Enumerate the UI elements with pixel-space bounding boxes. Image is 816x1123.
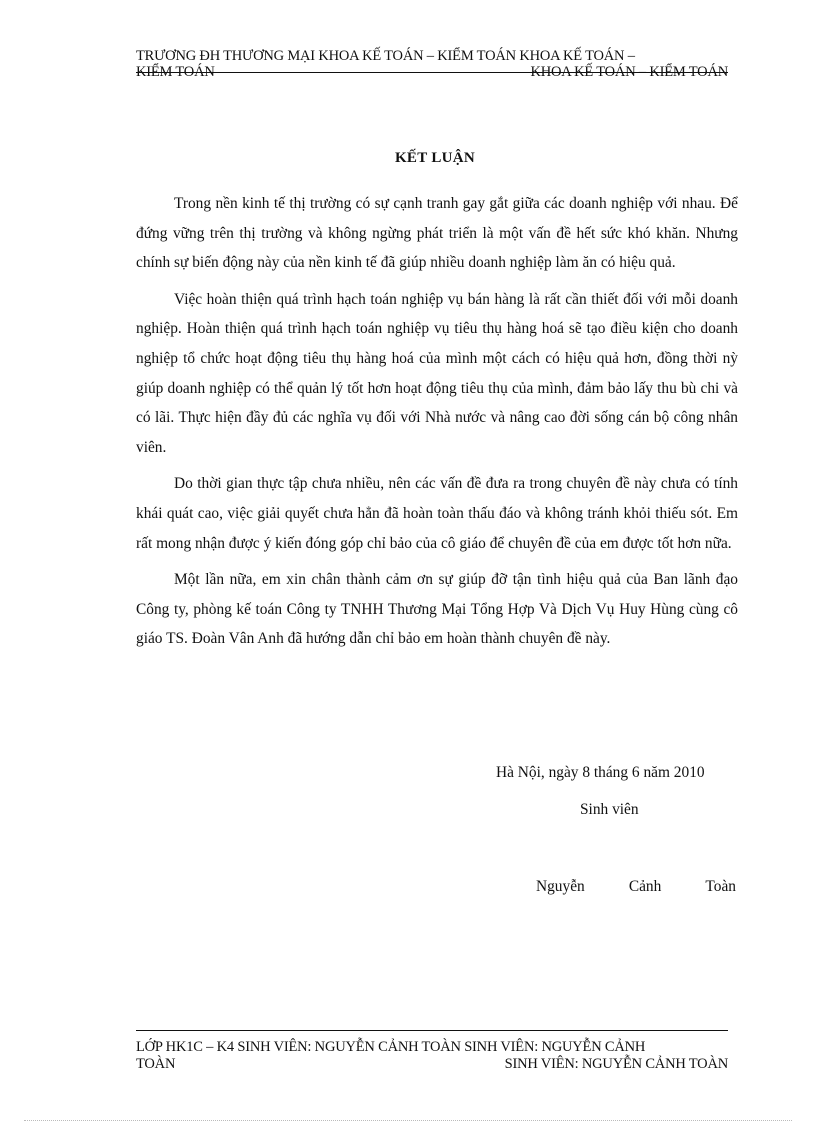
page-edge-dotted-line — [24, 1120, 792, 1121]
signature-name — [536, 878, 736, 896]
paragraph-1: Trong nền kinh tế thị trường có sự cạnh tranh gay gắt giữa các doanh nghiệp với nhau. Để đứng vững trên thị trường và không ngừng phát triển là một vấn đề hết sức khó khăn. Nhưng chính sự biến động này của nền kinh tế đã giúp nhiều doanh nghiệp làm ăn có hiệu quả. — [136, 195, 738, 272]
page-header — [136, 48, 728, 80]
paragraph-3: Do thời gian thực tập chưa nhiều, nên các vấn đề đưa ra trong chuyên đề này chưa có tính khái quát cao, việc giải quyết chưa hẳn đã hoàn toàn thấu đáo và không tránh khỏi thiếu sót. Em rất mong nhận được ý kiến đóng góp chỉ bảo của cô giáo để chuyên đề của em được tốt hơn nữa. — [136, 475, 738, 552]
paragraph-2: Việc hoàn thiện quá trình hạch toán nghiệp vụ bán hàng là rất cần thiết đối với mỗi doanh nghiệp. Hoàn thiện quá trình hạch toán nghiệp vụ tiêu thụ hàng hoá sẽ tạo điều kiện cho doanh nghiệp tổ chức hoạt động tiêu thụ hàng hoá của mình một cách có hiệu quả hơn, đồng thời nỳ giúp doanh nghiệp có thể quản lý tốt hơn hoạt động tiêu thụ của mình, đảm bảo lấy thu bù chi và có lãi. Thực hiện đầy đủ các nghĩa vụ đối với Nhà nước và nâng cao đời sống cán bộ công nhân viên. — [136, 290, 738, 456]
signature-date: Hà Nội, ngày 8 tháng 6 năm 2010 — [496, 764, 705, 781]
header-divider — [136, 72, 728, 73]
footer-line-2 — [136, 1056, 728, 1073]
signature-role: Sinh viên — [580, 801, 639, 818]
signature-name-part: Toàn — [705, 878, 736, 895]
header-line-1: TRƯƠNG ĐH THƯƠNG MẠI KHOA KẾ TOÁN – KIỂM TOÁN KHOA KẾ TOÁN – — [136, 48, 635, 64]
document-body — [136, 189, 738, 661]
header-line-2-right: KHOA KẾ TOÁN – KIỂM TOÁN — [530, 64, 728, 80]
header-line-2-left: KIỂM TOÁN — [136, 64, 215, 80]
footer-line-2-right: SINH VIÊN: NGUYỄN CẢNH TOÀN — [504, 1056, 728, 1072]
footer-line-2-left: TOÀN — [136, 1056, 176, 1072]
footer-line-1: LỚP HK1C – K4 SINH VIÊN: NGUYỄN CẢNH TOÀN SINH VIÊN: NGUYỄN CẢNH — [136, 1039, 646, 1055]
page-footer — [136, 1039, 728, 1073]
paragraph-4: Một lần nữa, em xin chân thành cảm ơn sự giúp đỡ tận tình hiệu quả của Ban lãnh đạo Công ty, phòng kế toán Công ty TNHH Thương Mại Tổng Hợp Và Dịch Vụ Huy Hùng cùng cô giáo TS. Đoàn Vân Anh đã hướng dẫn chỉ bảo em hoàn thành chuyên đề này. — [136, 571, 738, 648]
footer-divider — [136, 1030, 728, 1031]
signature-name-part: Nguyễn — [536, 878, 585, 895]
page-title: KẾT LUẬN — [394, 150, 476, 166]
signature-name-part: Cảnh — [628, 878, 662, 895]
